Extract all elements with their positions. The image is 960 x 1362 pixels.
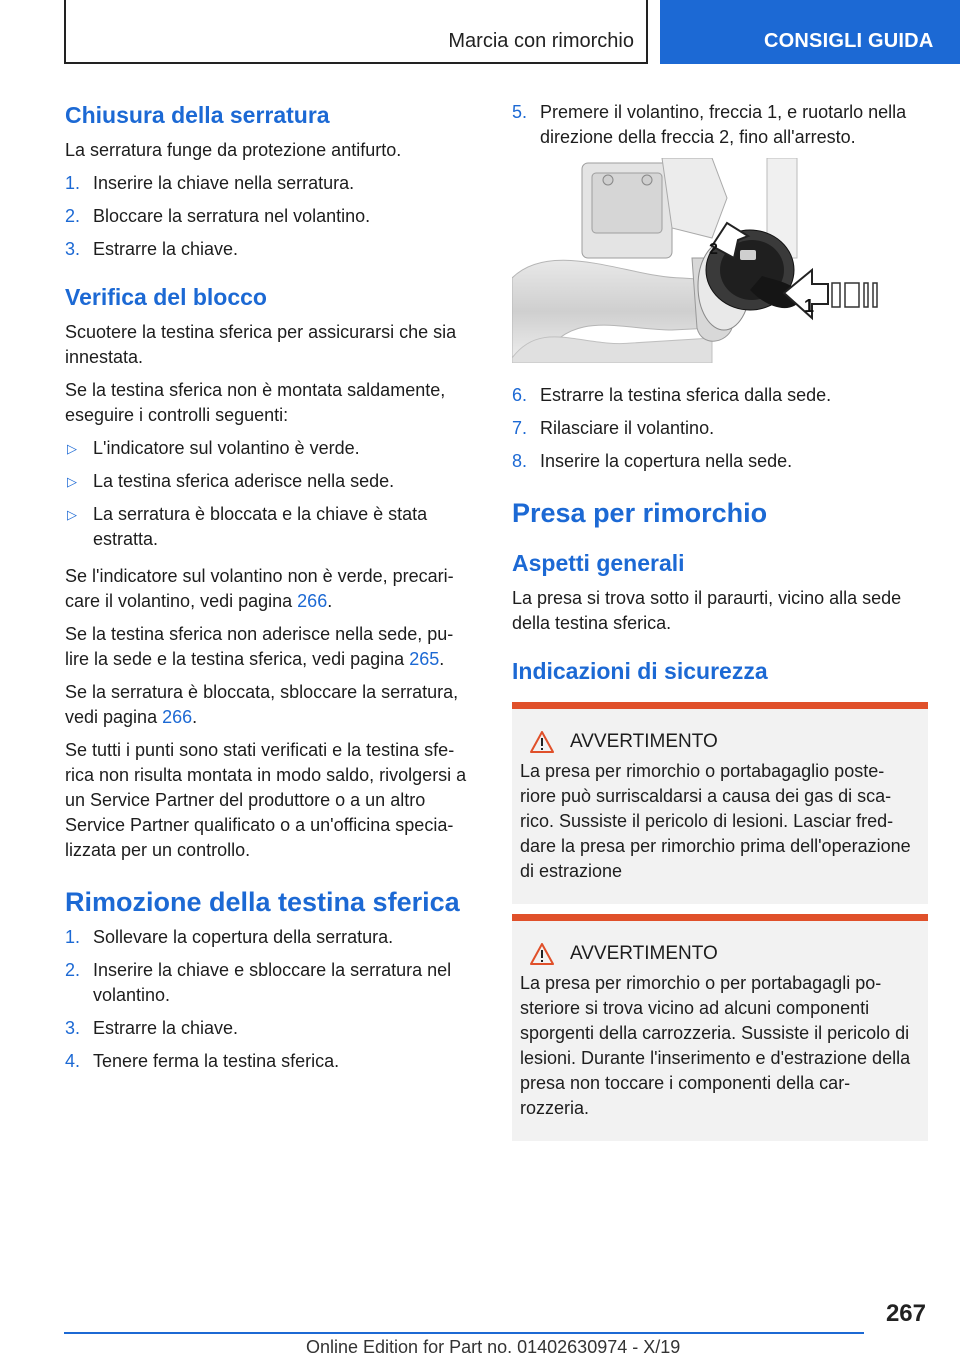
list-item xyxy=(65,436,477,461)
list-item xyxy=(65,1049,477,1074)
page-link[interactable]: 266 xyxy=(297,591,328,611)
list-item xyxy=(65,1016,477,1041)
footer-divider xyxy=(64,1332,864,1334)
step-text: Inserire la chiave nella serratura. xyxy=(93,173,355,193)
step-number: 6. xyxy=(512,385,528,405)
list-item xyxy=(65,469,477,494)
list-item xyxy=(65,958,477,1008)
arrow-label-1: 1 xyxy=(804,296,815,316)
step-text: Estrarre la chiave. xyxy=(93,1018,239,1038)
towbar-illustration xyxy=(512,158,928,363)
step5-list xyxy=(512,100,928,150)
step-text: Inserire la chiave e sbloccare la serratura nel volantino. xyxy=(93,960,452,1005)
step-number: 2. xyxy=(65,960,81,980)
paragraph-text: Se la serratura è bloccata, sbloccare la serratura, vedi pagina xyxy=(65,682,459,727)
step-text: Estrarre la chiave. xyxy=(93,239,239,259)
step-text: Inserire la copertura nella sede. xyxy=(540,451,793,471)
list-item xyxy=(65,502,477,552)
bullet-text: La serratura è bloccata e la chiave è stata estratta. xyxy=(93,504,428,549)
list-item xyxy=(512,416,928,441)
paragraph-text: Se la testina sferica non aderisce nella sede, pu-lire la sede e la testina sferica, vedi pagina xyxy=(65,624,454,669)
step-text: Premere il volantino, freccia 1, e ruotarlo nella direzione della freccia 2, fino all'arresto. xyxy=(540,102,907,147)
step-text: Rilasciare il volantino. xyxy=(540,418,715,438)
right-column xyxy=(512,100,928,1151)
list-item xyxy=(512,383,928,408)
check-paragraph: Se la testina sferica non è montata saldamente, eseguire i controlli seguenti: xyxy=(65,380,446,425)
step-number: 4. xyxy=(65,1051,81,1071)
check-paragraph: Se la serratura è bloccata, sbloccare la serratura, vedi pagina 266. xyxy=(65,682,459,727)
header-box xyxy=(64,0,648,64)
paragraph-text: Se l'indicatore sul volantino non è verde, precari-care il volantino, vedi pagina xyxy=(65,566,454,611)
step-text: Estrarre la testina sferica dalla sede. xyxy=(540,385,832,405)
warning-header xyxy=(520,943,918,965)
footer-edition: Online Edition for Part no. 01402630974 - X/19 xyxy=(306,1337,681,1357)
header-title: Marcia con rimorchio xyxy=(448,30,634,52)
section-tab[interactable]: CONSIGLI GUIDA xyxy=(660,0,960,64)
step-number: 3. xyxy=(65,1018,81,1038)
triangle-bullet-icon: ▷ xyxy=(67,474,77,489)
check-paragraph: Scuotere la testina sferica per assicurarsi che sia innestata. xyxy=(65,322,457,367)
check-paragraph: Se tutti i punti sono stati verificati e la testina sfe-rica non risulta montata in modo saldo, rivolgersi a un Service Partner del produttore o a un altro Service Partner qualificato o a un'officina specia-lizzata per un controllo. xyxy=(65,740,467,860)
check-bullets xyxy=(65,436,477,552)
check-paragraph: Se la testina sferica non aderisce nella sede, pu-lire la sede e la testina sferica, vedi pagina 265. xyxy=(65,624,454,669)
warning-triangle-icon xyxy=(530,731,554,753)
remove-steps xyxy=(65,925,477,1074)
ball-head-figure xyxy=(512,158,928,363)
step-number: 8. xyxy=(512,451,528,471)
step-text: Tenere ferma la testina sferica. xyxy=(93,1051,340,1071)
lock-heading: Chiusura della serratura xyxy=(65,102,330,128)
step-number: 5. xyxy=(512,102,528,122)
triangle-bullet-icon: ▷ xyxy=(67,441,77,456)
list-item xyxy=(65,204,477,229)
step-number: 1. xyxy=(65,173,81,193)
bullet-text: L'indicatore sul volantino è verde. xyxy=(93,438,360,458)
list-item xyxy=(65,925,477,950)
list-item xyxy=(512,449,928,474)
steps-after xyxy=(512,383,928,474)
general-heading: Aspetti generali xyxy=(512,550,685,576)
socket-heading: Presa per rimorchio xyxy=(512,498,768,528)
warning-triangle-icon xyxy=(530,943,554,965)
step-number: 3. xyxy=(65,239,81,259)
list-item xyxy=(65,171,477,196)
list-item xyxy=(512,100,928,150)
page-number: 267 xyxy=(885,1300,926,1327)
warning-text: La presa per rimorchio o portabagaglio poste-riore può surriscaldarsi a causa dei gas di sca-rico. Sussiste il pericolo di lesioni. Lasciar fred-dare la presa per rimorchio prima dell'operazione di estrazione xyxy=(520,761,911,881)
lock-intro: La serratura funge da protezione antifurto. xyxy=(65,140,402,160)
step-number: 1. xyxy=(65,927,81,947)
arrow-label-2: 2 xyxy=(709,241,718,258)
warning-title: AVVERTIMENTO xyxy=(570,943,718,964)
step-text: Sollevare la copertura della serratura. xyxy=(93,927,394,947)
lock-steps xyxy=(65,171,477,262)
check-paragraph: Se l'indicatore sul volantino non è verde, precari-care il volantino, vedi pagina 266. xyxy=(65,566,454,611)
step-text: Bloccare la serratura nel volantino. xyxy=(93,206,371,226)
warning-box xyxy=(512,702,928,904)
step-number: 7. xyxy=(512,418,528,438)
general-paragraph: La presa si trova sotto il paraurti, vicino alla sede della testina sferica. xyxy=(512,588,902,633)
step-number: 2. xyxy=(65,206,81,226)
left-column xyxy=(65,100,477,1086)
warning-header xyxy=(520,731,918,753)
list-item xyxy=(65,237,477,262)
remove-heading: Rimozione della testina sferica xyxy=(65,887,460,917)
triangle-bullet-icon: ▷ xyxy=(67,507,77,522)
warning-box xyxy=(512,914,928,1141)
warning-text: La presa per rimorchio o per portabagagli po-steriore si trova vicino ad alcuni componenti sporgenti della carrozzeria. Sussiste il pericolo di lesioni. Durante l'inserimento e d'estrazione della presa non toccare i componenti della car-rozzeria. xyxy=(520,973,911,1118)
page-link[interactable]: 265 xyxy=(409,649,440,669)
safety-heading: Indicazioni di sicurezza xyxy=(512,658,768,684)
page-link[interactable]: 266 xyxy=(162,707,193,727)
bullet-text: La testina sferica aderisce nella sede. xyxy=(93,471,395,491)
check-heading: Verifica del blocco xyxy=(65,284,267,310)
warning-title: AVVERTIMENTO xyxy=(570,731,718,752)
